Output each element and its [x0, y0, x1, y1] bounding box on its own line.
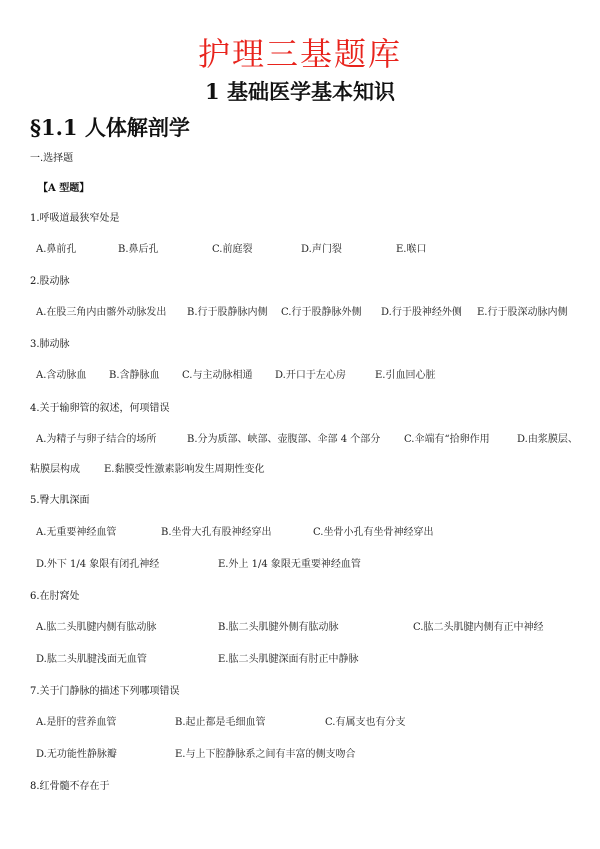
- option-e: E.行于股深动脉内侧: [477, 307, 568, 318]
- option-c-answer: C.行于股静脉外侧: [281, 307, 362, 318]
- option-d: D.肱二头肌腱浅面无血管: [36, 654, 147, 665]
- option-a: A.为精子与卵子结合的场所: [36, 434, 157, 445]
- option-b: B.行于股静脉内侧: [187, 307, 268, 318]
- option-d: D.无功能性静脉瓣: [36, 749, 117, 760]
- option-d-answer-continued: 粘膜层构成: [30, 464, 80, 475]
- question-stem: 8.红骨髓不存在于: [30, 781, 110, 792]
- option-b: B.鼻后孔: [118, 244, 159, 255]
- part-label: 一.选择题: [30, 153, 74, 164]
- option-a: A.鼻前孔: [36, 244, 77, 255]
- question-stem: 3.肺动脉: [30, 339, 70, 350]
- option-a-answer: A.肱二头肌腱内侧有肱动脉: [36, 622, 157, 633]
- chapter-subtitle: 1 基础医学基本知识: [205, 79, 395, 104]
- option-e: E.喉口: [396, 244, 427, 255]
- option-c: C.坐骨小孔有坐骨神经穿出: [313, 527, 434, 538]
- option-c: C.与主动脉相通: [182, 370, 253, 381]
- option-a-answer: A.是肝的营养血管: [36, 717, 117, 728]
- option-a: A.无重要神经血管: [36, 527, 117, 538]
- option-d-answer: D.声门裂: [301, 244, 342, 255]
- option-c: C.肱二头肌腱内侧有正中神经: [413, 622, 544, 633]
- option-e: E.肱二头肌腱深面有肘正中静脉: [218, 654, 359, 665]
- option-d: D.外下 1/4 象限有闭孔神经: [36, 559, 160, 570]
- option-e: E.与上下腔静脉系之间有丰富的侧支吻合: [175, 749, 356, 760]
- option-d: D.开口于左心房: [275, 370, 346, 381]
- option-c: C.前庭裂: [212, 244, 253, 255]
- option-e-answer: E.外上 1/4 象限无重要神经血管: [218, 559, 361, 570]
- option-b-answer: B.含静脉血: [109, 370, 160, 381]
- option-b: B.肱二头肌腱外侧有肱动脉: [218, 622, 339, 633]
- question-stem: 5.臀大肌深面: [30, 495, 90, 506]
- question-stem: 4.关于输卵管的叙述，何项错误: [30, 403, 170, 414]
- question-stem: 6.在肘窝处: [30, 591, 80, 602]
- question-stem: 2.股动脉: [30, 276, 70, 287]
- question-stem: 1.呼吸道最狭窄处是: [30, 213, 120, 224]
- question-stem: 7.关于门静脉的描述下列哪项错误: [30, 686, 180, 697]
- option-a: A.在股三角内由髂外动脉发出: [36, 307, 167, 318]
- question-type-label: 【A 型题】: [38, 183, 90, 194]
- option-e: E.黏膜受性激素影响发生周期性变化: [104, 464, 265, 475]
- option-c: C.有属支也有分支: [325, 717, 406, 728]
- option-b: B.坐骨大孔有股神经穿出: [161, 527, 272, 538]
- option-b: B.分为质部、峡部、壶腹部、伞部 4 个部分: [187, 434, 381, 445]
- section-heading: §1.1 人体解剖学: [30, 115, 190, 140]
- page-title: 护理三基题库: [197, 35, 402, 73]
- option-d: D.行于股神经外侧: [381, 307, 462, 318]
- option-d-answer: D.由浆膜层、: [517, 434, 578, 445]
- option-a: A.含动脉血: [36, 370, 87, 381]
- option-c: C.伞端有“拾卵作用: [404, 434, 490, 445]
- option-e: E.引血回心脏: [375, 370, 436, 381]
- option-b: B.起止都是毛细血管: [175, 717, 266, 728]
